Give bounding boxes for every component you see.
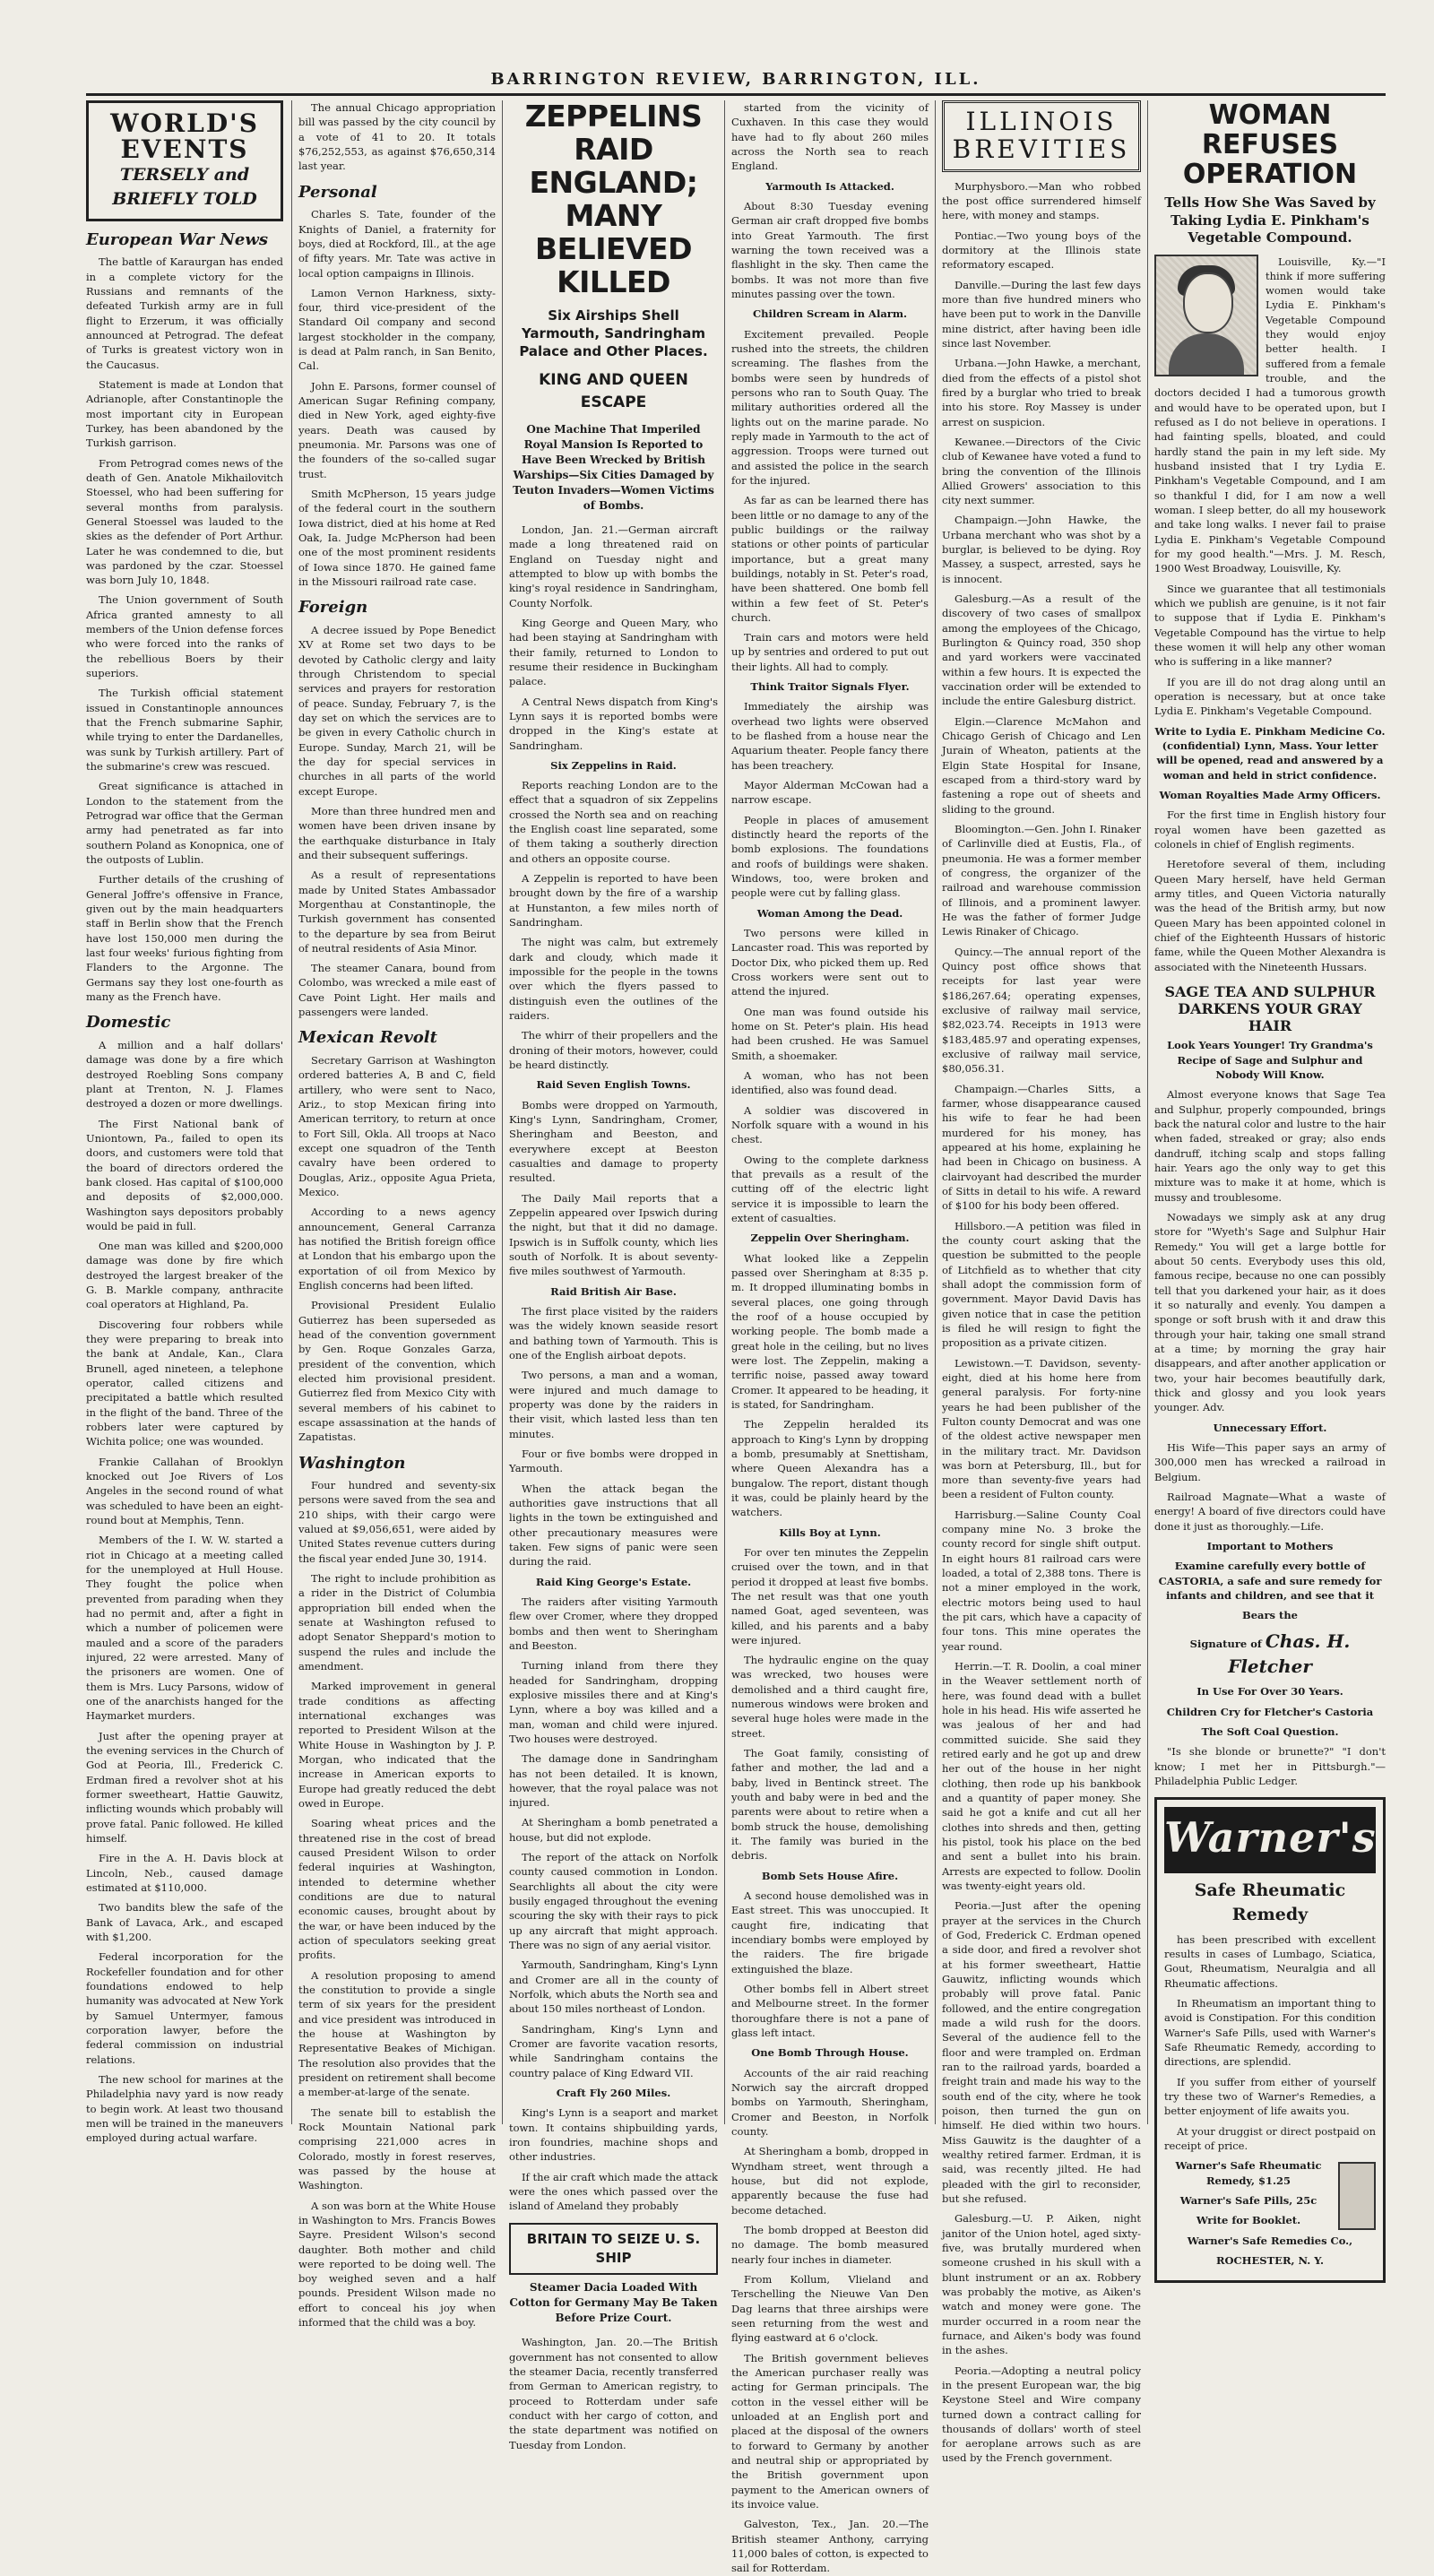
- column-zeppelin-story: [509, 99, 718, 2451]
- paragraph: Excitement prevailed. People rushed into the streets, the children screaming. The flashes from the bombs were seen by hundreds of persons who ran to South Quay. The military authorities ordered all the lights out on the marine parade. No reply made in Yarmouth to the act of aggression. Troops were turned out and assisted the police in the search for the injured.: [731, 327, 929, 487]
- paragraph: King's Lynn is a seaport and market town. It contains shipbuilding yards, iron foundries, machine shops and other industries.: [509, 2106, 718, 2164]
- deck: KING AND QUEEN ESCAPE: [539, 371, 688, 411]
- paragraph: Yarmouth, Sandringham, King's Lynn and Cromer are all in the county of Norfolk, which abuts the North sea and about 150 miles northeast of London.: [509, 1958, 718, 2016]
- article-body: [509, 1304, 718, 1569]
- paragraph: John E. Parsons, former counsel of American Sugar Refining company, died in New York, aged eighty-five years. Death was caused by pneumonia. Mr. Parsons was one of the founders of the so-called sugar trust.: [298, 379, 496, 480]
- paragraph: Heretofore several of them, including Queen Mary herself, have held German army titles, and Queen Victoria naturally was the head of the British army, but now Queen Mary has been appointed colonel in chief of the Eighteenth Hussars of historic fame, while the Queen Mother Alexandra is associated with the Nineteenth Hussars.: [1154, 858, 1386, 973]
- paragraph: If you are ill do not drag along until an operation is necessary, but at once take Lydia E. Pinkham's Vegetable Compound.: [1154, 675, 1386, 718]
- paragraph: A million and a half dollars' damage was done by a fire which destroyed Roebling Sons company plant at Trenton, N. J. Flames destroyed a dozen or more dwellings.: [86, 1038, 283, 1111]
- paragraph: From Kollum, Vlieland and Terschelling the Nieuwe Van Den Dag learns that three airships were seen returning from the west and flying eastward at 6 o'clock.: [731, 2272, 929, 2345]
- paragraph: The new school for marines at the Philadelphia navy yard is now ready to begin work. At least two thousand men will be trained in the maneuvers employed during actual warfare.: [86, 2072, 283, 2145]
- paragraph: Galesburg.—As a result of the discovery of two cases of smallpox among the employees of the Chicago, Burlington & Quincy road, 350 shop and yard workers were vaccinated within a few hours. It is expected the vaccination order will be extended to include the entire Galesburg district.: [942, 592, 1141, 708]
- subhead: Raid British Air Base.: [550, 1284, 677, 1298]
- column-rule: [1147, 100, 1148, 2124]
- column-zeppelin-continued: [731, 100, 929, 2575]
- paragraph: The report of the attack on Norfolk county caused commotion in London. Searchlights all about the city were busily engaged throughout the evening scouring the sky with their rays to pick up any aircraft that might approach. There was no sign of any aerial visitor.: [509, 1851, 718, 1952]
- paragraph: At Sheringham a bomb, dropped in Wyndham street, went through a house, but did not explode, apparently because the fuse had become detached.: [731, 2145, 929, 2217]
- brevities-box: [942, 100, 1141, 172]
- paragraph: Fire in the A. H. Davis block at Lincoln, Neb., caused damage estimated at $110,000.: [86, 1852, 283, 1894]
- paragraph: People in places of amusement distinctly heard the reports of the bomb explosions. The foundations and roofs of buildings were shaken. Windows, too, were broken and people were cut by falling glass.: [731, 813, 929, 900]
- article-body: [1164, 1932, 1376, 2154]
- paragraph: If you suffer from either of yourself try these two of Warner's Remedies, a better enjoyment of life awaits you.: [1164, 2075, 1376, 2118]
- article-body: [509, 778, 718, 1072]
- column-rule: [502, 100, 503, 2124]
- box-line: TERSELY and: [119, 164, 250, 185]
- world-events-box: [86, 100, 283, 221]
- paragraph: About 8:30 Tuesday evening German air craft dropped five bombs into Great Yarmouth. The first warning the town received was a flashlight in the sky. Then came the bombs. It was not more than five minutes passing over the town.: [731, 199, 929, 300]
- article-body: [509, 1595, 718, 2080]
- paragraph: London, Jan. 21.—German aircraft made a long threatened raid on England on Tuesday night and attempted to blow up with bombs the king's royal residence in Sandringham, County Norfolk.: [509, 523, 718, 609]
- masthead: BARRINGTON REVIEW, BARRINGTON, ILL.: [490, 70, 981, 89]
- paragraph: King George and Queen Mary, who had been staying at Sandringham with their family, returned to London to resume their residence in Buckingham palace.: [509, 616, 718, 688]
- paragraph: A Zeppelin is reported to have been brought down by the fire of a warship at Hunstanton, a few miles north of Sandringham.: [509, 872, 718, 929]
- article-body: "Is she blonde or brunette?" "I don't know; I met her in Pittsburgh."—Philadelphia Public Ledger.: [1154, 1745, 1386, 1788]
- column-rule: [724, 100, 725, 2124]
- boxed-headline: BRITAIN TO SEIZE U. S. SHIP: [509, 2223, 718, 2276]
- column-news-digest: [298, 100, 496, 2330]
- paragraph: Lewistown.—T. Davidson, seventy-eight, died at his home here from general paralysis. For forty-nine years he had been publisher of the Fulton county Democrat and was one of the oldest active newspaper men in the military tract. Mr. Davidson was born at Petersburg, Ill., but for more than seventy-five years had been a resident of Fulton county.: [942, 1356, 1141, 1501]
- subhead: Children Scream in Alarm.: [752, 307, 908, 321]
- paragraph: The Daily Mail reports that a Zeppelin appeared over Ipswich during the night, but that it did no damage. Ipswich is in Suffolk county, which lies south of Norfolk. It is about seventy-five miles southwest of Yarmouth.: [509, 1191, 718, 1278]
- paragraph: Herrin.—T. R. Doolin, a coal miner in the Weaver settlement north of here, was found dead with a bullet hole in his head. His wife asserted he was jealous of her and had committed suicide. She said they retired early and he got up and drew her out of the house in her night clothing, then rode up his bankbook and a quantity of paper money. She said he got a knife and cut all her clothes into shreds and then, getting his pistol, took his place on the bed and sent a bullet into his brain. Arrests are expected to follow. Doolin was twenty-eight years old.: [942, 1660, 1141, 1893]
- paragraph: Galveston, Tex., Jan. 20.—The British steamer Anthony, carrying 11,000 bales of cotton, is expected to sail for Rotterdam.: [731, 2518, 929, 2575]
- paragraph: A soldier was discovered in Norfolk square with a wound in his chest.: [731, 1103, 929, 1146]
- paragraph: The raiders after visiting Yarmouth flew over Cromer, where they dropped bombs and then went to Sheringham and Beeston.: [509, 1595, 718, 1652]
- paragraph: Discovering four robbers while they were preparing to break into the bank at Andale, Kan., Clara Brunell, aged nineteen, a telephone operator, called citizens and precipitated a battle which resulted in the flight of the band. Three of the robbers later were captured by Wichita police; one was wounded.: [86, 1318, 283, 1448]
- headline: ZEPPELINS RAID ENGLAND; MANY BELIEVED KILLED: [524, 99, 703, 299]
- subhead: Zeppelin Over Sheringham.: [750, 1232, 910, 1245]
- subhead: Raid King George's Estate.: [535, 1575, 692, 1588]
- paragraph: Just after the opening prayer at the evening services in the Church of God at Peoria, Ill., Frederick C. Erdman fired a revolver shot at his former sweetheart, Hattie Gauwitz, inflicting wounds which probably will prove fatal. Panic followed. He killed himself.: [86, 1729, 283, 1845]
- ad-price: Warner's Safe Pills, 25c: [1179, 2193, 1317, 2207]
- subhead: Six Zeppelins in Raid.: [550, 758, 677, 772]
- paragraph: Mayor Alderman McCowan had a narrow escape.: [731, 779, 929, 807]
- ad-company: Warner's Safe Remedies Co.,: [1187, 2234, 1353, 2247]
- paragraph: The damage done in Sandringham has not been detailed. It is known, however, that the royal palace was not injured.: [509, 1752, 718, 1810]
- section-heading: Washington: [298, 1453, 406, 1473]
- paragraph: Four hundred and seventy-six persons were saved from the sea and 210 ships, with their cargo were valued at $9,056,651, were aided by United States revenue cutters during the fiscal year ended June 30, 1914.: [298, 1479, 496, 1565]
- paragraph: Two persons were killed in Lancaster road. This was reported by Doctor Dix, who picked them up. Red Cross workers were sent out to attend the injured.: [731, 927, 929, 998]
- ad-signature-line: [1154, 1629, 1386, 1680]
- deck: Steamer Dacia Loaded With Cotton for Germany May Be Taken Before Prize Court.: [509, 2281, 718, 2325]
- paragraph: Danville.—During the last few days more than five hundred miners who have been put to work in the Danville mine district, after having been idle since last November.: [942, 278, 1141, 350]
- paragraph: Since we guarantee that all testimonials which we publish are genuine, is it not fair to suppose that if Lydia E. Pinkham's Vegetable Compound has the virtue to help these women it will help any other woman who is suffering in a like manner?: [1154, 582, 1386, 669]
- article-body: [731, 100, 929, 174]
- paragraph: The night was calm, but extremely dark and cloudy, which made it impossible for the people in the towns over which the flyers passed to distinguish even the outlines of the raiders.: [509, 936, 718, 1023]
- paragraph: Washington, Jan. 20.—The British government has not consented to allow the steamer Dacia, recently transferred from German to American registry, to proceed to Rotterdam under safe conduct with her cargo of cotton, and the state department was notified on Tuesday from London.: [509, 2336, 718, 2451]
- section-heading: Foreign: [298, 598, 368, 618]
- paragraph: At Sheringham a bomb penetrated a house, but did not explode.: [509, 1816, 718, 1844]
- paragraph: Accounts of the air raid reaching Norwich say the aircraft dropped bombs on Yarmouth, Sheringham, Cromer and Beeston, in Norfolk county.: [731, 2066, 929, 2138]
- ad-contact: Write to Lydia E. Pinkham Medicine Co. (confidential) Lynn, Mass. Your letter will be opened, read and answered by a woman and held in strict confidence.: [1154, 724, 1386, 782]
- paragraph: Statement is made at London that Adrianople, after Constantinople the most important city in European Turkey, has been abandoned by the Turkish garrison.: [86, 377, 283, 450]
- paragraph: Elgin.—Clarence McMahon and Chicago Gerish of Chicago and Len Jurain of Wheaton, patients at the Elgin State Hospital for Insane, escaped from a third-story ward by fastening a rope out of sheets and sliding to the ground.: [942, 714, 1141, 816]
- paragraph: Sandringham, King's Lynn and Cromer are favorite vacation resorts, while Sandringham contains the country palace of King Edward VII.: [509, 2022, 718, 2079]
- ad-subhead: Safe Rheumatic Remedy: [1194, 1880, 1346, 1924]
- column-world-events: [86, 100, 283, 2145]
- paragraph: Further details of the crushing of General Joffre's offensive in France, given out by the main headquarters staff in Berlin show that the French have lost 150,000 men during the last four weeks' furious fighting from Flanders to the Argonne. The Germans say they lost one-fourth as many as the French have.: [86, 873, 283, 1004]
- paragraph: has been prescribed with excellent results in cases of Lumbago, Sciatica, Gout, Rheumatism, Neuralgia and all Rheumatic affections.: [1164, 1932, 1376, 1990]
- paragraph: Provisional President Eulalio Gutierrez has been superseded as head of the convention government by Gen. Roque Gonzales Garza, president of the convention, which elected him provisional president. Gutierrez fled from Mexico City with several members of his cabinet to escape assassination at the hands of Zapatistas.: [298, 1299, 496, 1444]
- paragraph: One man was found outside his home on St. Peter's plain. His head had been crushed. He was Samuel Smith, a shoemaker.: [731, 1005, 929, 1062]
- subhead: One Bomb Through House.: [751, 2046, 909, 2060]
- paragraph: Harrisburg.—Saline County Coal company mine No. 3 broke the county record for single shift output. In eight hours 81 railroad cars were loaded, a total of 2,388 tons. There is not a miner employed in the work, electric motors being used to haul the pit cars, which have a capacity of four tons. This mine operates the year round.: [942, 1508, 1141, 1653]
- paragraph: Kewanee.—Directors of the Civic club of Kewanee have voted a fund to bring the convention of the Illinois Allied Growers' association to this city next summer.: [942, 435, 1141, 507]
- paragraph: Two persons, a man and a woman, were injured and much damage to property was done by the raiders in their visit, which lasted less than ten minutes.: [509, 1369, 718, 1440]
- ad-subhead: Tells How She Was Saved by Taking Lydia E. Pinkham's Vegetable Compound.: [1164, 194, 1376, 246]
- article-body: [1154, 1087, 1386, 1414]
- paragraph: The first place visited by the raiders was the widely known seaside resort and bathing town of Yarmouth. This is one of the English airboat depots.: [509, 1304, 718, 1361]
- paragraph: Lamon Vernon Harkness, sixty-four, third vice-president of the Standard Oil company and second largest stockholder in the company, is dead at Palm ranch, in San Benito, Cal.: [298, 286, 496, 373]
- paragraph: Galesburg.—U. P. Aiken, night janitor of the Union hotel, aged sixty-five, was brutally murdered when someone crushed in his skull with a blunt instrument or an ax. Robbery was probably the motive, as Aiken's watch and money were gone. The murder occurred in a room near the furnace, and Aiken's body was found in the ashes.: [942, 2212, 1141, 2357]
- article-body: [298, 207, 496, 589]
- article-body: [298, 1053, 496, 1445]
- warner-ad: [1154, 1797, 1386, 2283]
- paragraph: In Rheumatism an important thing to avoid is Constipation. For this condition Warner's Safe Pills, used with Warner's Safe Rheumatic Remedy, according to directions, are splendid.: [1164, 1996, 1376, 2069]
- paragraph: For the first time in English history four royal women have been gazetted as colonels in chief of English regiments.: [1154, 808, 1386, 851]
- paragraph: Bombs were dropped on Yarmouth, King's Lynn, Sandringham, Cromer, Sheringham and Beeston, and everywhere except at Beeston casualties and damage to property resulted.: [509, 1098, 718, 1185]
- ad-text: Children Cry for Fletcher's Castoria: [1166, 1705, 1374, 1718]
- paragraph: As a result of representations made by United States Ambassador Morgenthau at Constantinople, the Turkish government has consented to the departure by sea from Beirut of neutral residents of Asia Minor.: [298, 869, 496, 955]
- paragraph: The hydraulic engine on the quay was wrecked, two houses were demolished and a third caught fire, numerous windows were broken and several huge holes were made in the street.: [731, 1654, 929, 1740]
- ad-text: In Use For Over 30 Years.: [1196, 1685, 1343, 1699]
- paragraph: Urbana.—John Hawke, a merchant, died from the effects of a pistol shot fired by a burglar who tried to break into his store. Roy Massey is under arrest on suspicion.: [942, 357, 1141, 428]
- paragraph: Marked improvement in general trade conditions as affecting international exchanges was reported to President Wilson at the White House in Washington by J. P. Morgan, who indicated that the increase in American exports to Europe had greatly reduced the debt owed in Europe.: [298, 1680, 496, 1810]
- section-heading: Domestic: [86, 1013, 171, 1033]
- paragraph: Frankie Callahan of Brooklyn knocked out Joe Rivers of Los Angeles in the second round of what was scheduled to have been an eight-round bout at Memphis, Tenn.: [86, 1455, 283, 1527]
- paragraph: The whirr of their propellers and the droning of their motors, however, could be heard distinctly.: [509, 1029, 718, 1072]
- ad-headline: WOMAN REFUSES OPERATION: [1182, 99, 1358, 190]
- article-body: [298, 623, 496, 1020]
- article-body: [298, 1478, 496, 2330]
- article-body: [509, 2105, 718, 2213]
- box-line: WORLD'S: [110, 108, 259, 138]
- paragraph: A Central News dispatch from King's Lynn says it is reported bombs were dropped in the King's estate at Sandringham.: [509, 695, 718, 752]
- paragraph: A decree issued by Pope Benedict XV at Rome set two days to be devoted by Catholic clergy and laity through Christendom to special services and prayers for restoration of peace. Sunday, February 7, is the day set on which the services are to be given in every Catholic church in Europe. Sunday, March 21, will be the day for special services in churches in all parts of the world except Europe.: [298, 623, 496, 798]
- paragraph: The Zeppelin heralded its approach to King's Lynn by dropping a bomb, presumably at Snettisham, where Queen Alexandra has a bungalow. The report, distant though it was, could be plainly heard by the watchers.: [731, 1418, 929, 1519]
- article-body: [731, 926, 929, 1225]
- paragraph: Bloomington.—Gen. John I. Rinaker of Carlinville died at Eustis, Fla., of pneumonia. He was a former member of congress, the organizer of the railroad and warehouse commission of Illinois, and a prominent lawyer. He was the father of former Judge Lewis Rinaker of Chicago.: [942, 823, 1141, 938]
- section-heading: European War News: [86, 229, 268, 249]
- paragraph: Train cars and motors were held up by sentries and ordered to put out their lights. All had to comply.: [731, 631, 929, 673]
- paragraph: Reports reaching London are to the effect that a squadron of six Zeppelins crossed the North sea and on reaching the English coast line separated, some of them taking a southerly direction and others an opposite course.: [509, 779, 718, 865]
- article-body: [731, 1251, 929, 1520]
- column-advertisements: [1154, 99, 1386, 2267]
- paragraph: As far as can be learned there has been little or no damage to any of the public buildings or the railway stations or other points of particular importance, but a great many buildings, notably in St. Peter's road, have been shattered. One bomb fell within a few feet of St. Peter's church.: [731, 494, 929, 624]
- box-line: BREVITIES: [952, 134, 1131, 164]
- article-body: [731, 699, 929, 900]
- paragraph: According to a news agency announcement, General Carranza has notified the British foreign office at London that his embargo upon the exportation of oil from Mexico by English concerns had been lifted.: [298, 1206, 496, 1292]
- subhead: Kills Boy at Lynn.: [779, 1526, 881, 1539]
- bottle-icon: [1338, 2162, 1376, 2230]
- ad-text: Bears the: [1241, 1609, 1298, 1622]
- paragraph: The annual Chicago appropriation bill was passed by the city council by a vote of 41 to 20. It totals $76,252,553, as against $76,650,314 last year.: [298, 101, 496, 173]
- ad-price: Warner's Safe Rheumatic Remedy, $1.25: [1175, 2159, 1322, 2187]
- ad-subhead: Look Years Younger! Try Grandma's Recipe of Sage and Sulphur and Nobody Will Know.: [1167, 1039, 1373, 1082]
- deck: Six Airships Shell Yarmouth, Sandringham Palace and Other Places.: [519, 307, 708, 360]
- paragraph: started from the vicinity of Cuxhaven. In this case they would have had to fly about 260 miles across the North sea to reach England.: [731, 101, 929, 173]
- paragraph: Two bandits blew the safe of the Bank of Lavaca, Ark., and escaped with $1,200.: [86, 1901, 283, 1943]
- article-body: [1154, 1440, 1386, 1534]
- subhead: Woman Among the Dead.: [756, 906, 903, 920]
- paragraph: A second house demolished was in East street. This was unoccupied. It caught fire, indicating that incendiary bombs were employed by the raiders. The fire brigade extinguished the blaze.: [731, 1889, 929, 1975]
- column-rule: [935, 100, 936, 2124]
- subhead: Woman Royalties Made Army Officers.: [1159, 788, 1381, 801]
- paragraph: The Union government of South Africa granted amnesty to all members of the Union defense forces who were forced into the ranks of the rebellious Boers by their superiors.: [86, 593, 283, 680]
- subhead: Raid Seven English Towns.: [536, 1078, 691, 1092]
- subhead: Important to Mothers: [1206, 1539, 1334, 1552]
- paragraph: More than three hundred men and women have been driven insane by the earthquake disturbance in Italy and their subsequent sufferings.: [298, 804, 496, 861]
- article-body: [731, 2066, 929, 2576]
- paragraph: From Petrograd comes news of the death of Gen. Anatole Mikhailovitch Stoessel, who had been suffering for several months from paralysis. General Stoessel was lauded to the skies as the defender of Port Arthur. Later he was condemned to die, but was pardoned by the czar. Stoessel was born July 10, 1848.: [86, 456, 283, 587]
- paragraph: The bomb dropped at Beeston did no damage. The bomb measured nearly four inches in diameter.: [731, 2223, 929, 2266]
- article-body: [731, 1889, 929, 2040]
- section-heading: Personal: [298, 182, 377, 202]
- article-body: [86, 255, 283, 1004]
- paragraph: A resolution proposing to amend the constitution to provide a single term of six years for the president and vice president was introduced in the house at Washington by Representative Beakes of Michigan. The resolution also provides that the president on retirement shall become a member-at-large of the senate.: [298, 1968, 496, 2099]
- ad-headline: SAGE TEA AND SULPHUR DARKENS YOUR GRAY HAIR: [1164, 982, 1376, 1035]
- paragraph: Four or five bombs were dropped in Yarmouth.: [509, 1447, 718, 1475]
- box-line: ILLINOIS: [965, 107, 1118, 136]
- woman-portrait-image: [1154, 255, 1258, 376]
- deck: One Machine That Imperiled Royal Mansion Is Reported to Have Been Wrecked by British Warships—Six Cities Damaged by Teuton Invaders—Women Victims of Bombs.: [513, 422, 714, 512]
- paragraph: Other bombs fell in Albert street and Melbourne street. In the former thoroughfare there is not a pane of glass left intact.: [731, 1983, 929, 2040]
- subhead: Craft Fly 260 Miles.: [556, 2087, 671, 2100]
- paragraph: Railroad Magnate—What a waste of energy! A board of five directors could have done it just as thoroughly.—Life.: [1154, 1491, 1386, 1533]
- paragraph: Nowadays we simply ask at any drug store for "Wyeth's Sage and Sulphur Hair Remedy." You will get a large bottle for about 50 cents. Everybody uses this old, famous recipe, because no one can possibly tell that you darkened your hair, as it does it so naturally and evenly. You dampen a sponge or soft brush with it and draw this through your hair, taking one small strand at a time; by morning the gray hair disappears, and after another application or two, your hair becomes beautifully dark, thick and glossy and you look years younger. Adv.: [1154, 1211, 1386, 1414]
- paragraph: Federal incorporation for the Rockefeller foundation and for other foundations endowed to help humanity was advocated at New York by Samuel Untermyer, famous corporation lawyer, before the federal commission on industrial relations.: [86, 1950, 283, 2066]
- paragraph: The British government believes the American purchaser really was acting for German principals. The cotton in the vessel either will be unloaded at an English port and placed at the disposal of the owners to forward to Germany by another and neutral ship or appropriated by the British government upon payment to the American owners of its invoice value.: [731, 2351, 929, 2511]
- paragraph: The right to include prohibition as a rider in the District of Columbia appropriation bill ended when the senate at Washington refused to adopt Senator Sheppard's motion to suspend the rules and include the amendment.: [298, 1572, 496, 1673]
- subhead: Think Traitor Signals Flyer.: [750, 680, 910, 694]
- paragraph: The Turkish official statement issued in Constantinople announces that the French submarine Saphir, while trying to enter the Dardanelles, was sunk by Turkish artillery. Part of the submarine's crew was rescued.: [86, 687, 283, 774]
- paragraph: For over ten minutes the Zeppelin cruised over the town, and in that period it dropped at least five bombs. The net result was that one youth named Goat, aged seventeen, was killed, and his parents and a baby were injured.: [731, 1545, 929, 1647]
- paragraph: Hillsboro.—A petition was filed in the county court asking that the question be submitted to the people of Litchfield as to whether that city shall adopt the commission form of government. Mayor David Davis has given notice that in case the petition is filed he will resign to fight the proposition as a private citizen.: [942, 1219, 1141, 1350]
- article-body: [731, 327, 929, 675]
- ad-text: Examine carefully every bottle of CASTORIA, a safe and sure remedy for infants and children, and see that it: [1158, 1560, 1382, 1602]
- column-illinois-brevities: [942, 100, 1141, 2465]
- paragraph: Turning inland from there they headed for Sandringham, dropping explosive missiles there and at King's Lynn, where a boy was killed and a man, woman and child were injured. Two houses were destroyed.: [509, 1659, 718, 1745]
- paragraph: Murphysboro.—Man who robbed the post office surrendered himself here, with money and stamps.: [942, 179, 1141, 222]
- paragraph: Immediately the airship was overhead two lights were observed to be flashed from a house near the Aquarium theater. People fancy there has been treachery.: [731, 700, 929, 772]
- paragraph: Pontiac.—Two young boys of the dormitory at the Illinois state reformatory escaped.: [942, 229, 1141, 272]
- paragraph: Owing to the complete darkness that prevails as a result of the cutting off of the electric light service it is impossible to learn the extent of casualties.: [731, 1153, 929, 1224]
- subhead: Unnecessary Effort.: [1213, 1421, 1327, 1434]
- paragraph: The First National bank of Uniontown, Pa., failed to open its doors, and customers were told that the board of directors ordered the bank closed. Has capital of $100,000 and deposits of $2,000,000. Washington says depositors probably would be paid in full.: [86, 1117, 283, 1232]
- ad-text: Write for Booklet.: [1196, 2214, 1301, 2227]
- box-line: EVENTS: [120, 134, 249, 165]
- article-body: [942, 179, 1141, 2466]
- article-body: [509, 523, 718, 753]
- section-heading: Mexican Revolt: [298, 1028, 437, 1048]
- paragraph: The steamer Canara, bound from Colombo, was wrecked a mile east of Cave Point Light. Her mails and passengers were landed.: [298, 962, 496, 1019]
- paragraph: At your druggist or direct postpaid on receipt of price.: [1164, 2124, 1376, 2152]
- article-body: [1154, 808, 1386, 974]
- subhead: The Soft Coal Question.: [1201, 1725, 1339, 1739]
- signature: Chas. H. Fletcher: [1228, 1629, 1351, 1678]
- paragraph: When the attack began the authorities gave instructions that all lights in the town be extinguished and other precautionary measures were taken. Few signs of panic were seen during the raid.: [509, 1482, 718, 1569]
- article-body: [731, 199, 929, 301]
- ad-city: ROCHESTER, N. Y.: [1215, 2253, 1325, 2267]
- paragraph: A son was born at the White House in Washington to Mrs. Francis Bowes Sayre. President Wilson's second daughter. Both mother and child were reported to be doing well. The boy weighed seven and a half pounds. President Wilson made no effort to conceal his joy when informed that the child was a boy.: [298, 2199, 496, 2330]
- paragraph: Members of the I. W. W. started a riot in Chicago at a meeting called for the unemployed at Hull House. They fought the police when prevented from parading when they had no permit and, after a fight in which a number of policemen were mauled and a score of the paraders injured, 22 were arrested. Many of the prisoners are women. One of them is Mrs. Lucy Parsons, widow of one of the anarchists hanged for the Haymarket murders.: [86, 1534, 283, 1723]
- warner-logo: Warner's: [1164, 1807, 1376, 1872]
- masthead-rule: [86, 93, 1386, 96]
- paragraph: Soaring wheat prices and the threatened rise in the cost of bread caused President Wilson to order federal inquiries at Washington, intended to determine whether conditions are due to natural economic causes, brought about by the war, or have been induced by the action of speculators seeking great profits.: [298, 1817, 496, 1962]
- article-body: [298, 100, 496, 174]
- paragraph: Charles S. Tate, founder of the Knights of Daniel, a fraternity for boys, died at Rockford, Ill., at the age of fifty years. Mr. Tate was active in local option campaigns in Illinois.: [298, 208, 496, 280]
- subhead: Bomb Sets House Afire.: [761, 1869, 899, 1882]
- paragraph: Peoria.—Just after the opening prayer at the services in the Church of God, Frederick C. Erdman opened a side door, and fired a revolver shot at his former sweetheart, Hattie Gauwitz, inflicting wounds which probably will prove fatal. Panic followed, and the entire congregation made a wild rush for the doors. Several of the audience fell to the floor and were trampled on. Erdman ran to the railroad yards, boarded a freight train and made his way to the south end of the city, where he took poison, then turned the gun on himself. He died within two hours. Miss Gauwitz is the daughter of a wealthy retired farmer. Erdman, it is said, was recently jilted. He had pleaded with the girl to reconsider, but she refused.: [942, 1899, 1141, 2205]
- paragraph: His Wife—This paper says an army of 300,000 men has wrecked a railroad in Belgium.: [1154, 1441, 1386, 1483]
- paragraph: Smith McPherson, 15 years judge of the federal court in the southern Iowa district, died at his home at Red Oak, Ia. Judge McPherson had been one of the most prominent residents of Iowa since 1870. He gained fame in the Missouri railroad rate case.: [298, 488, 496, 589]
- paragraph: One man was killed and $200,000 damage was done by fire which destroyed the largest breaker of the G. B. Markle company, anthracite coal operators at Highland, Pa.: [86, 1240, 283, 1311]
- subhead: Yarmouth Is Attacked.: [765, 179, 894, 193]
- paragraph: Champaign.—John Hawke, the Urbana merchant who was shot by a burglar, is believed to be dying. Roy Massey, a suspect, arrested, says he is innocent.: [942, 514, 1141, 585]
- paragraph: The battle of Karaurgan has ended in a complete victory for the Russians and remnants of the defeated Turkish army are in full flight to Erzerum, it was officially announced at Petrograd. The defeat of Turks is greatest victory won in the Caucasus.: [86, 255, 283, 371]
- column-rule: [291, 100, 292, 2124]
- paragraph: Peoria.—Adopting a neutral policy in the present European war, the big Keystone Steel and Wire company turned down a contract calling for thousands of dollars' worth of steel for aeroplane arrows such as are used by the French government.: [942, 2364, 1141, 2465]
- article-body: [509, 2335, 718, 2452]
- paragraph: Great significance is attached in London to the statement from the Petrograd war office that the German army had penetrated as far into southern Poland as Konopnica, one of the outposts of Lublin.: [86, 780, 283, 867]
- article-body: [509, 1098, 718, 1279]
- paragraph: Champaign.—Charles Sitts, a farmer, whose disappearance caused his wife to fear he had been murdered for his money, has appeared at his home, explaining he had been in Chicago on business. A clairvoyant had described the murder of Sitts in detail to his wife. A reward of $100 for his body been offered.: [942, 1082, 1141, 1213]
- signature-label: Signature of: [1189, 1637, 1262, 1650]
- paragraph: Quincy.—The annual report of the Quincy post office shows that receipts for last year were $186,267.64; operating expenses, exclusive of railway mail service, $82,023.74. Receipts in 1913 were $183,485.97 and operating expenses, exclusive of railway mail service, $80,056.31.: [942, 945, 1141, 1076]
- article-body: [86, 1038, 283, 2146]
- paragraph: The senate bill to establish the Rock Mountain National park comprising 221,000 acres in Colorado, mostly in forest reserves, was passed by the house at Washington.: [298, 2105, 496, 2192]
- paragraph: If the air craft which made the attack were the ones which passed over the island of Ameland they probably: [509, 2170, 718, 2213]
- paragraph: A woman, who has not been identified, also was found dead.: [731, 1069, 929, 1097]
- paragraph: Secretary Garrison at Washington ordered batteries A, B and C, field artillery, who were sent to Naco, Ariz., to stop Mexican firing into American territory, to return at once to Fort Sill, Okla. All troops at Naco except one squadron of the Tenth cavalry have been ordered to Douglas, Ariz., opposite Agua Prieta, Mexico.: [298, 1054, 496, 1198]
- paragraph: Almost everyone knows that Sage Tea and Sulphur, properly compounded, brings back the natural color and lustre to the hair when faded, streaked or gray; also ends dandruff, itching scalp and stops falling hair. Years ago the only way to get this mixture was to make it at home, which is mussy and troublesome.: [1154, 1088, 1386, 1204]
- paragraph: What looked like a Zeppelin passed over Sheringham at 8:35 p. m. It dropped illuminating bombs in several places, one going through the roof of a house occupied by working people. The bomb made a great hole in the ceiling, but no lives were lost. The Zeppelin, making a terrific noise, passed away toward Cromer. It appeared to be heading, it is stated, for Sandringham.: [731, 1251, 929, 1411]
- article-body: [731, 1545, 929, 1863]
- paragraph: The Goat family, consisting of father and mother, the lad and a baby, lived in Bentinck street. The youth and baby were in bed and the parents were about to retire when a bomb struck the house, demolishing it. The family was buried in the debris.: [731, 1747, 929, 1863]
- box-line: BRIEFLY TOLD: [112, 188, 257, 209]
- paragraph: Louisville, Ky.—"I think if more suffering women would take Lydia E. Pinkham's Vegetable Compound they would enjoy better health. I suffered from a female trouble, and the doctors decided I had a tumorous growth and would have to be operated upon, but I refused as I do not believe in operations. I had fainting spells, bloated, and could hardly stand the pain in my left side. My husband insisted that I try Lydia E. Pinkham's Vegetable Compound, and I am so thankful I did, for I am now a well woman. I sleep better, do all my housework and take long walks. I never fail to praise Lydia E. Pinkham's Vegetable Compound for my good health."—Mrs. J. M. Resch, 1900 West Broadway, Louisville, Ky.: [1154, 255, 1386, 575]
